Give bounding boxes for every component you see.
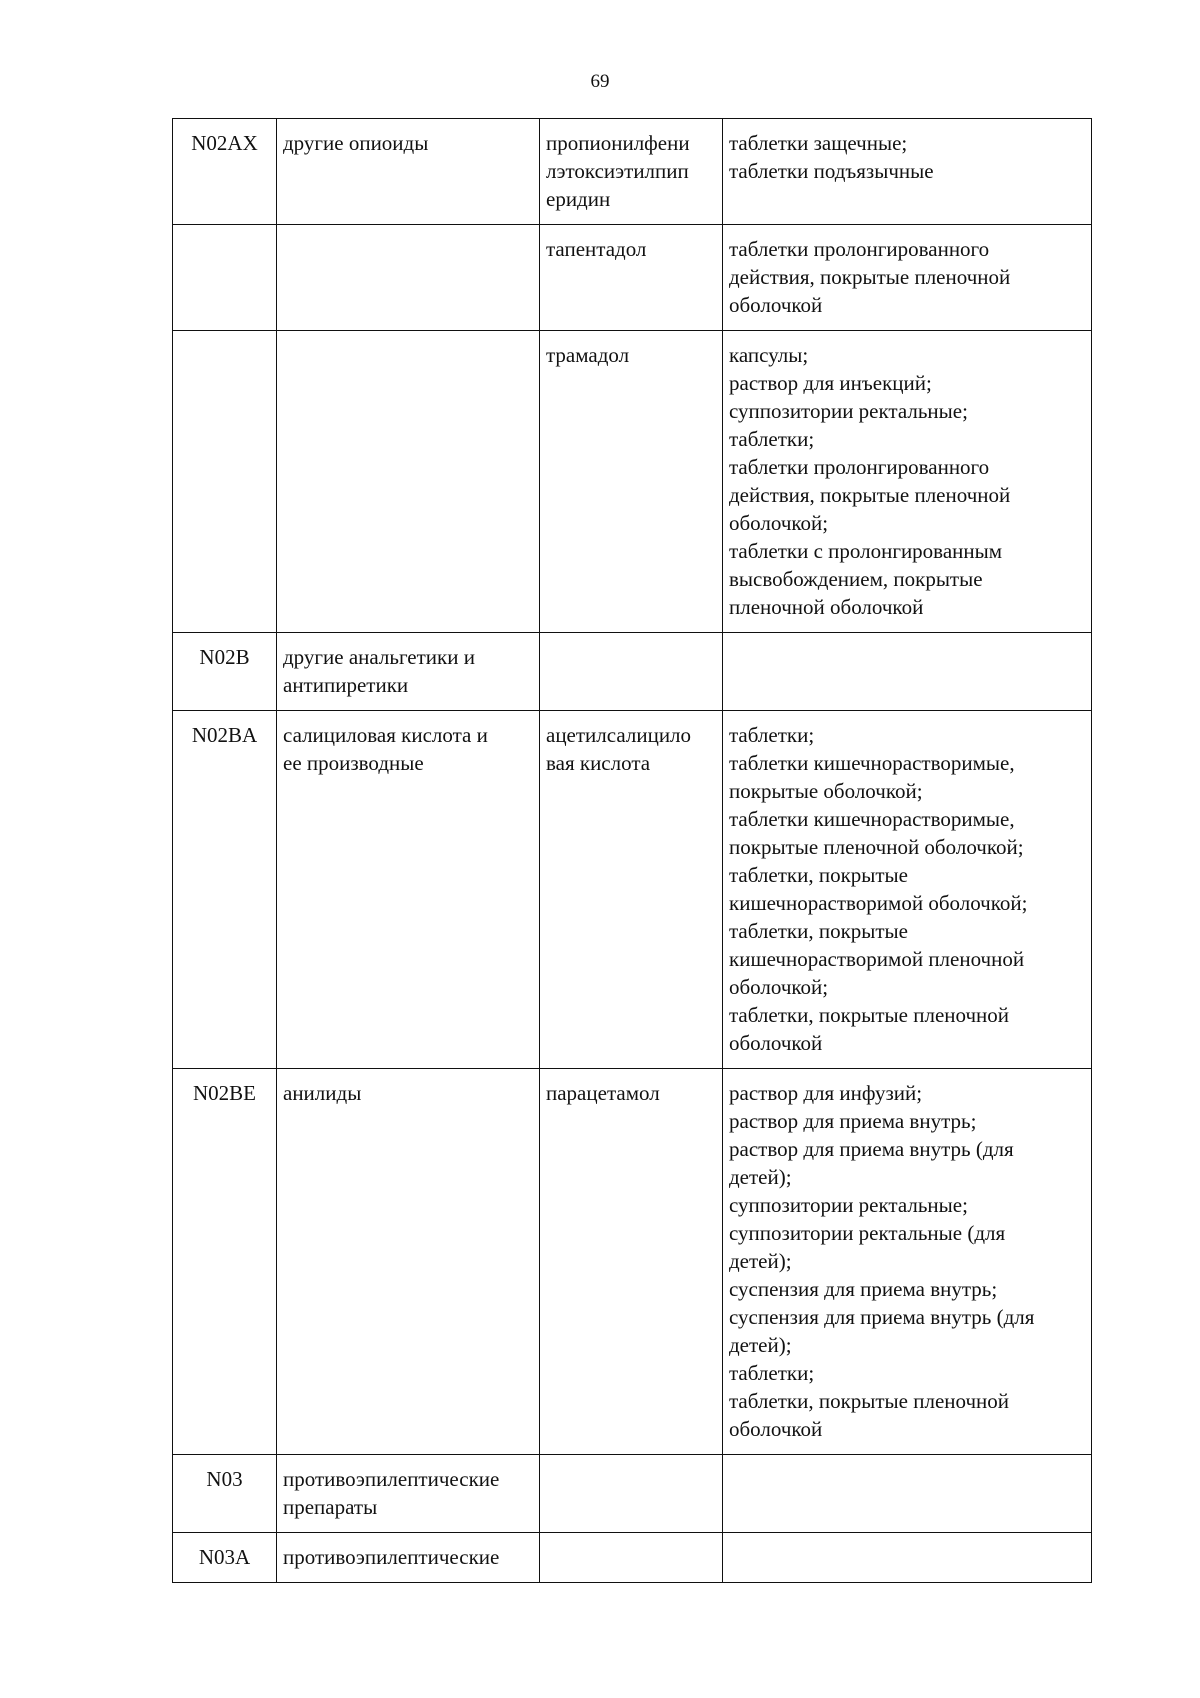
dosage-form-line: действия, покрытые пленочной <box>729 483 1011 507</box>
pharmacological-group-cell: анилиды <box>277 1069 540 1455</box>
atc-code-cell: N03A <box>173 1533 277 1583</box>
table-row <box>173 119 1092 225</box>
atc-code-cell: N02B <box>173 633 277 711</box>
dosage-form-line: раствор для приема внутрь; <box>729 1109 977 1133</box>
drug-name-cell <box>540 1455 723 1533</box>
drug-list-table <box>172 118 1092 1583</box>
dosage-form-line: раствор для инъекций; <box>729 371 932 395</box>
pharmacological-group-cell: другие анальгетики и антипиретики <box>277 633 540 711</box>
dosage-form-line: суппозитории ректальные (для <box>729 1221 1006 1245</box>
dosage-form-line: таблетки пролонгированного <box>729 237 990 261</box>
table-row <box>173 225 1092 331</box>
dosage-forms-cell <box>723 1069 1092 1455</box>
pharmacological-group-cell: противоэпилептические <box>277 1533 540 1583</box>
dosage-form-line: суппозитории ректальные; <box>729 1193 968 1217</box>
dosage-form-line: таблетки; <box>729 427 815 451</box>
atc-code-cell: N02BE <box>173 1069 277 1455</box>
dosage-form-line: покрытые оболочкой; <box>729 779 923 803</box>
dosage-form-line: оболочкой <box>729 1417 823 1441</box>
dosage-form-line: высвобождением, покрытые <box>729 567 983 591</box>
dosage-form-line: таблетки кишечнорастворимые, <box>729 807 1015 831</box>
table-body <box>173 119 1092 1583</box>
dosage-forms-cell <box>723 1455 1092 1533</box>
dosage-forms-cell <box>723 119 1092 225</box>
pharmacological-group-cell <box>277 225 540 331</box>
table-row <box>173 1069 1092 1455</box>
dosage-form-line: пленочной оболочкой <box>729 595 924 619</box>
table-row <box>173 633 1092 711</box>
dosage-forms-cell <box>723 633 1092 711</box>
dosage-form-line: таблетки, покрытые <box>729 919 908 943</box>
dosage-form-line: таблетки, покрытые пленочной <box>729 1003 1010 1027</box>
drug-name-cell <box>540 633 723 711</box>
dosage-form-line: детей); <box>729 1165 792 1189</box>
drug-name-cell: парацетамол <box>540 1069 723 1455</box>
dosage-form-line: действия, покрытые пленочной <box>729 265 1011 289</box>
dosage-form-line: оболочкой; <box>729 511 829 535</box>
dosage-forms-cell <box>723 1533 1092 1583</box>
dosage-form-line: таблетки кишечнорастворимые, <box>729 751 1015 775</box>
dosage-form-line: таблетки подъязычные <box>729 159 934 183</box>
dosage-form-line: раствор для приема внутрь (для <box>729 1137 1014 1161</box>
atc-code-cell <box>173 331 277 633</box>
table-row <box>173 711 1092 1069</box>
atc-code-cell <box>173 225 277 331</box>
dosage-form-line: детей); <box>729 1249 792 1273</box>
dosage-form-line: суппозитории ректальные; <box>729 399 968 423</box>
pharmacological-group-cell: салициловая кислота и ее производные <box>277 711 540 1069</box>
dosage-form-line: оболочкой; <box>729 975 829 999</box>
dosage-form-line: таблетки защечные; <box>729 131 908 155</box>
pharmacological-group-cell: противоэпилептические препараты <box>277 1455 540 1533</box>
table-row <box>173 1533 1092 1583</box>
dosage-forms-cell <box>723 225 1092 331</box>
dosage-form-line: таблетки с пролонгированным <box>729 539 1003 563</box>
dosage-form-line: таблетки пролонгированного <box>729 455 990 479</box>
pharmacological-group-cell: другие опиоиды <box>277 119 540 225</box>
atc-code-cell: N02BA <box>173 711 277 1069</box>
dosage-form-line: покрытые пленочной оболочкой; <box>729 835 1024 859</box>
dosage-forms-cell <box>723 711 1092 1069</box>
drug-name-cell: пропионилфени лэтоксиэтилпип еридин <box>540 119 723 225</box>
table-row <box>173 331 1092 633</box>
atc-code-cell: N03 <box>173 1455 277 1533</box>
drug-name-cell: тапентадол <box>540 225 723 331</box>
dosage-form-line: кишечнорастворимой оболочкой; <box>729 891 1028 915</box>
page-number: 69 <box>590 71 610 92</box>
dosage-form-line: оболочкой <box>729 293 823 317</box>
dosage-form-line: кишечнорастворимой пленочной <box>729 947 1025 971</box>
dosage-form-line: таблетки, покрытые пленочной <box>729 1389 1010 1413</box>
pharmacological-group-cell <box>277 331 540 633</box>
drug-name-cell: трамадол <box>540 331 723 633</box>
dosage-form-line: суспензия для приема внутрь (для <box>729 1305 1035 1329</box>
dosage-form-line: раствор для инфузий; <box>729 1081 923 1105</box>
dosage-form-line: суспензия для приема внутрь; <box>729 1277 998 1301</box>
dosage-form-line: капсулы; <box>729 343 809 367</box>
dosage-form-line: детей); <box>729 1333 792 1357</box>
dosage-form-line: оболочкой <box>729 1031 823 1055</box>
drug-name-cell <box>540 1533 723 1583</box>
table-row <box>173 1455 1092 1533</box>
dosage-form-line: таблетки; <box>729 723 815 747</box>
drug-name-cell: ацетилсалицило вая кислота <box>540 711 723 1069</box>
dosage-form-line: таблетки; <box>729 1361 815 1385</box>
dosage-forms-cell <box>723 331 1092 633</box>
atc-code-cell: N02AX <box>173 119 277 225</box>
dosage-form-line: таблетки, покрытые <box>729 863 908 887</box>
